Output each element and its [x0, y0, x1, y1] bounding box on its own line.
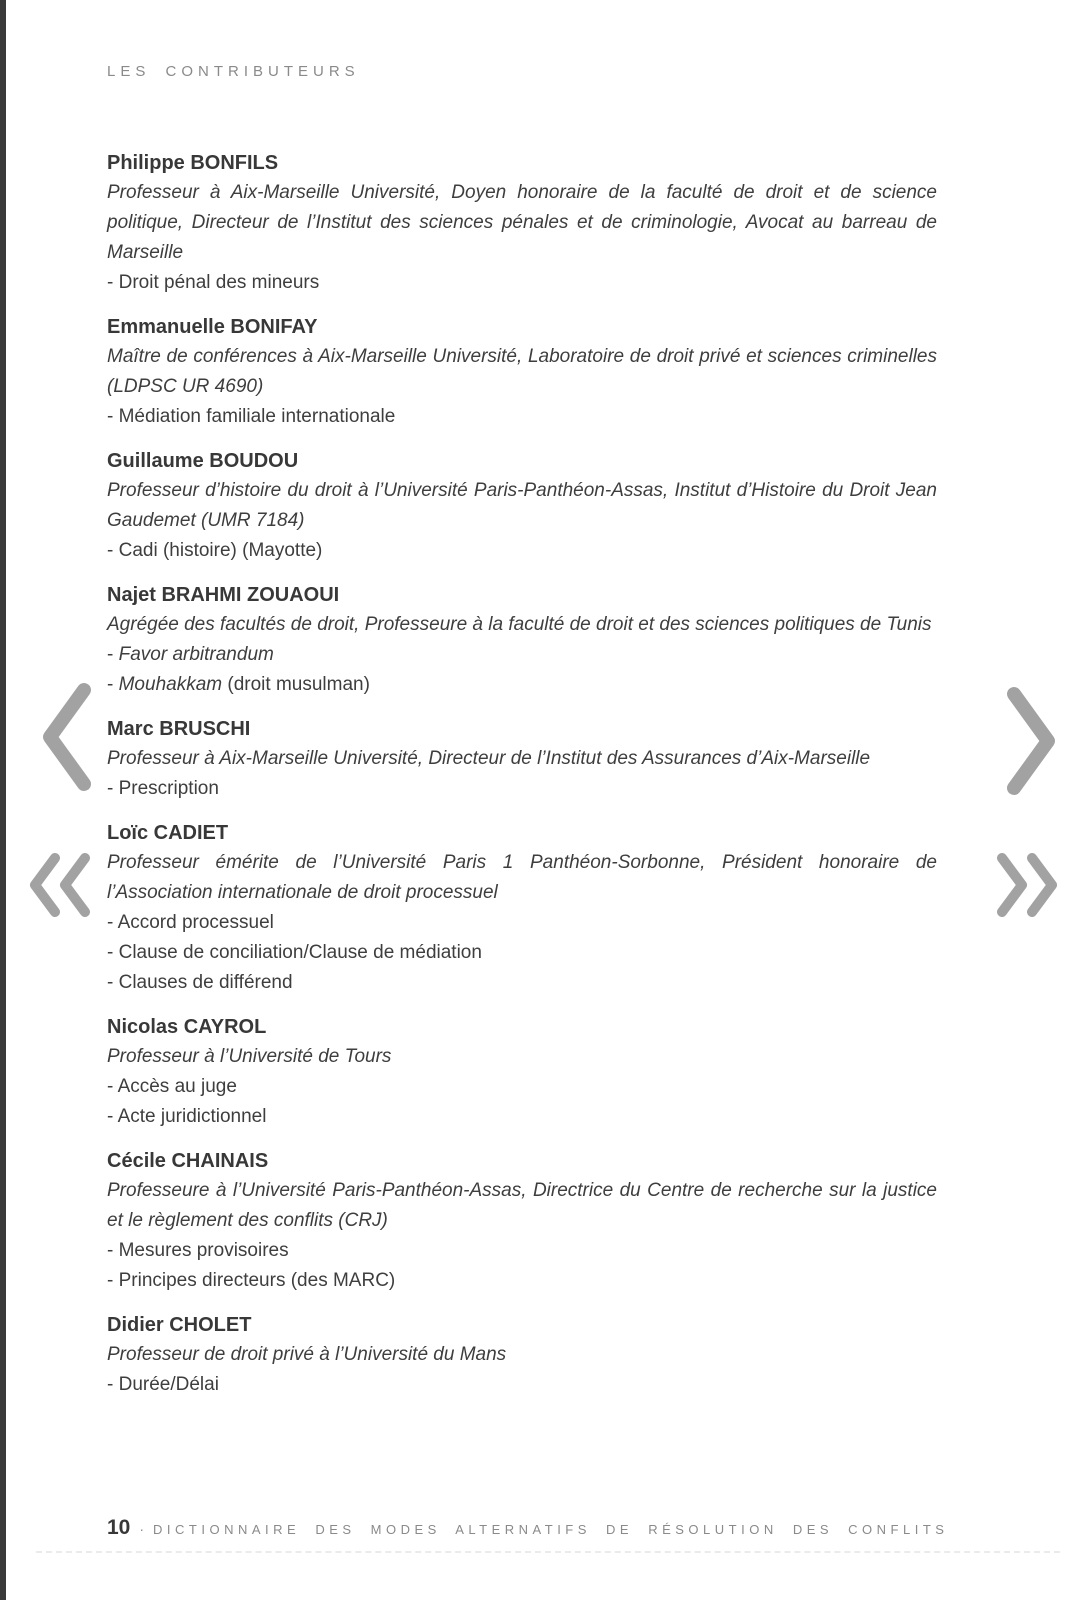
contributors-list	[107, 148, 937, 1414]
dictionary-entry: - Favor arbitrandum	[107, 644, 274, 665]
entry-dash: -	[107, 272, 119, 293]
contributor-bio: Professeur à l’Université de Tours	[107, 1046, 392, 1067]
contributor-name: Cécile CHAINAIS	[107, 1150, 269, 1172]
contributor-bio: Maître de conférences à Aix-Marseille Université, Laboratoire de droit privé et sciences criminelles (LDPSC UR 4690)	[107, 346, 937, 397]
skip-forward-button[interactable]	[994, 851, 1060, 919]
page-header: LES CONTRIBUTEURS	[107, 63, 360, 80]
contributor-bio: Agrégée des facultés de droit, Professeure à la faculté de droit et des sciences politiques de Tunis	[107, 614, 932, 635]
contributor-block	[107, 818, 937, 998]
contributor-bio: Professeur émérite de l’Université Paris 1 Panthéon-Sorbonne, Président honoraire de l’Association internationale de droit processuel	[107, 852, 937, 903]
contributor-entries	[107, 1370, 937, 1400]
contributor-entries	[107, 774, 937, 804]
contributor-name: Najet BRAHMI ZOUAOUI	[107, 584, 340, 606]
skip-backward-button[interactable]	[27, 851, 93, 919]
contributor-entries	[107, 908, 937, 998]
contributor-block	[107, 446, 937, 566]
page-bottom-divider	[36, 1551, 1060, 1553]
entry-dash: -	[107, 778, 119, 799]
contributor-bio: Professeur à Aix-Marseille Université, Directeur de l’Institut des Assurances d’Aix-Marseille	[107, 748, 871, 769]
contributor-entries	[107, 1236, 937, 1296]
previous-page-button[interactable]	[36, 682, 98, 792]
contributor-entries	[107, 1072, 937, 1132]
contributor-name: Didier CHOLET	[107, 1314, 252, 1336]
dictionary-entry: - Clause de conciliation/Clause de médiation	[107, 942, 482, 963]
dictionary-entry: - Droit pénal des mineurs	[107, 272, 320, 293]
contributor-bio: Professeur à Aix-Marseille Université, Doyen honoraire de la faculté de droit et de science politique, Directeur de l’Institut des sciences pénales et de criminologie, Avocat au barreau de Marseille	[107, 182, 937, 263]
contributor-entries	[107, 402, 937, 432]
contributor-block	[107, 312, 937, 432]
contributor-block	[107, 1310, 937, 1400]
contributor-entries	[107, 268, 937, 298]
chevron-left-icon	[36, 682, 98, 792]
entry-dash: -	[107, 540, 119, 561]
page-footer	[107, 1516, 948, 1540]
entry-dash: -	[107, 972, 119, 993]
dictionary-entry: - Médiation familiale internationale	[107, 406, 396, 427]
contributor-block	[107, 714, 937, 804]
chevron-right-icon	[1000, 686, 1062, 796]
entry-dash: -	[107, 1270, 119, 1291]
contributor-block	[107, 1012, 937, 1132]
next-page-button[interactable]	[1000, 686, 1062, 796]
dictionary-entry: - Cadi (histoire) (Mayotte)	[107, 540, 323, 561]
contributor-block	[107, 580, 937, 700]
dictionary-entry: - Prescription	[107, 778, 219, 799]
contributor-name: Guillaume BOUDOU	[107, 450, 299, 472]
contributor-name: Marc BRUSCHI	[107, 718, 251, 740]
entry-dash: -	[107, 912, 118, 933]
entry-dash: -	[107, 1106, 118, 1127]
dictionary-entry: - Principes directeurs (des MARC)	[107, 1270, 396, 1291]
contributor-name: Loïc CADIET	[107, 822, 229, 844]
double-chevron-right-icon	[994, 851, 1060, 919]
book-title: DICTIONNAIRE DES MODES ALTERNATIFS DE RÉSOLUTION DES CONFLITS	[153, 1522, 949, 1537]
dictionary-entry: - Accord processuel	[107, 912, 274, 933]
contributor-bio: Professeur de droit privé à l’Université du Mans	[107, 1344, 507, 1365]
footer-separator: ·	[139, 1521, 145, 1537]
entry-dash: -	[107, 1374, 119, 1395]
entry-dash: -	[107, 406, 119, 427]
entry-dash: -	[107, 674, 119, 695]
entry-dash: -	[107, 1076, 118, 1097]
dictionary-entry: - Mesures provisoires	[107, 1240, 289, 1261]
contributor-block	[107, 148, 937, 298]
contributor-bio: Professeure à l’Université Paris-Panthéon-Assas, Directrice du Centre de recherche sur la justice et le règlement des conflits (CRJ)	[107, 1180, 937, 1231]
contributor-block	[107, 1146, 937, 1296]
contributor-entries	[107, 640, 937, 700]
contributor-bio: Professeur d’histoire du droit à l’Université Paris-Panthéon-Assas, Institut d’Histoire du Droit Jean Gaudemet (UMR 7184)	[107, 480, 937, 531]
contributor-name: Philippe BONFILS	[107, 152, 279, 174]
entry-dash: -	[107, 644, 119, 665]
dictionary-entry: - Durée/Délai	[107, 1374, 219, 1395]
double-chevron-left-icon	[27, 851, 93, 919]
entry-dash: -	[107, 1240, 119, 1261]
entry-dash: -	[107, 942, 119, 963]
dictionary-entry: - Acte juridictionnel	[107, 1106, 267, 1127]
dictionary-entry: - Accès au juge	[107, 1076, 237, 1097]
contributor-entries	[107, 536, 937, 566]
page-number: 10	[107, 1516, 131, 1539]
contributor-name: Emmanuelle BONIFAY	[107, 316, 318, 338]
contributor-name: Nicolas CAYROL	[107, 1016, 267, 1038]
dictionary-entry: - Mouhakkam (droit musulman)	[107, 674, 370, 695]
page-left-edge	[0, 0, 6, 1600]
dictionary-entry: - Clauses de différend	[107, 972, 293, 993]
